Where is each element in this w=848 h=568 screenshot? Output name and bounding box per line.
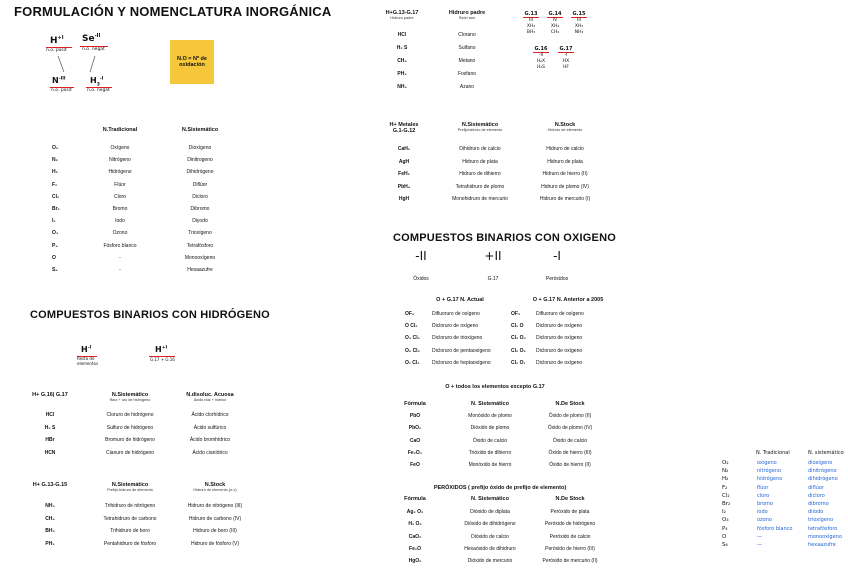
- systematic-name: Dicloruro de heptaoxígeno: [432, 359, 491, 366]
- formula-cell: Cl₂ O: [511, 323, 524, 330]
- mark-label: Peróxidos: [545, 276, 569, 282]
- column-header: N.Sistemático Raíz + uro de hidrógeno: [90, 392, 170, 402]
- hand-traditional: —: [757, 542, 762, 548]
- h2-symbol: H: [90, 76, 97, 85]
- group-valence: IV: [552, 18, 558, 23]
- formula-cell: O Cl₂: [405, 323, 418, 330]
- formula-cell: H₂: [52, 169, 58, 176]
- hand-systematic: diflúor: [808, 484, 824, 491]
- oxides-title: O + todos los elementos excepto G.17: [445, 384, 545, 390]
- traditional-name: Flúor: [114, 181, 126, 188]
- column-header: Hidruro padre Raíz+ano: [445, 10, 489, 20]
- hand-traditional: cloro: [757, 492, 770, 499]
- traditional-name: Ozono: [112, 230, 128, 237]
- formula-cell: PbO₂: [408, 425, 422, 432]
- formula-cell: HCl: [397, 32, 407, 38]
- hand-systematic: dihidrógeno: [808, 476, 838, 483]
- formula-cell: Cl₂ O₃: [511, 335, 526, 342]
- systematic-name: Diflúor: [192, 181, 208, 188]
- systematic-name: Dinitrogeno: [187, 157, 213, 164]
- hyd-h1: H: [81, 345, 88, 354]
- systematic-name: Hidruro de plata: [462, 158, 498, 165]
- padre-name: Metano: [458, 58, 476, 64]
- hyd-h1-sup: -I: [87, 345, 92, 351]
- old-name: Dicloruro de oxígeno: [536, 359, 583, 366]
- hyd-h2-label: G.17 + G.16: [150, 357, 175, 362]
- group-example: H₂S: [536, 65, 546, 70]
- column-header: N.Stock Hidruro de elemento (n.o): [170, 482, 260, 492]
- hand-systematic: dicloro: [808, 492, 825, 499]
- traditional-name: Hidrógeno: [108, 169, 132, 176]
- hand-systematic: dibromo: [808, 501, 829, 507]
- hand-header: N. sistemático: [808, 450, 844, 456]
- hand-systematic: monooxígeno: [808, 533, 842, 540]
- column-subheader: Hidruro de elemento (n.o): [193, 488, 237, 492]
- traditional-name: -: [119, 267, 121, 273]
- systematic-name: Trihidruro de nitrógeno: [104, 503, 156, 509]
- stock-name: Peróxido de hidrógeno: [544, 521, 596, 528]
- group-formula: XH₃: [526, 24, 536, 29]
- formula-cell: OF₂: [511, 311, 521, 317]
- formula-cell: CaO₂: [408, 533, 422, 540]
- group-formula: XH₄: [550, 24, 560, 29]
- stock-name: Peróxido de mercurio (II): [542, 558, 598, 565]
- group-valence: -II: [538, 53, 544, 58]
- padre-name: Fosfano: [457, 71, 477, 77]
- traditional-name: Nitrógeno: [109, 157, 131, 164]
- formula-cell: CH₄: [397, 58, 407, 64]
- stock-name: Óxido de hierro (II): [549, 462, 591, 469]
- formula-cell: HgO₂: [408, 558, 422, 565]
- hydrogen-diagram: [75, 345, 195, 375]
- n-label: n.o. posit: [51, 88, 72, 93]
- hand-systematic: hexaazufre: [808, 542, 836, 548]
- hand-formula: F₂: [722, 484, 728, 491]
- column-header: H+G.13-G.17 Hidruro padre: [380, 10, 424, 20]
- group-valence: III: [529, 18, 533, 23]
- formula-cell: PH₃: [397, 71, 407, 77]
- group-valence: III: [577, 18, 581, 23]
- hand-formula: H₂: [722, 476, 729, 483]
- systematic-name: Hexaóxido de dihidruro: [464, 545, 516, 552]
- column-subheader: Ácido raíz + hídrico: [193, 398, 227, 402]
- systematic-name: Monohidruro de mercurio: [452, 196, 508, 202]
- hand-systematic: tetrafósforo: [808, 525, 838, 532]
- padre-name: Clorano: [458, 32, 476, 38]
- column-subheader: Hidruro padre: [390, 16, 414, 20]
- column-header: H+ G.16| G.17: [32, 392, 68, 398]
- hydrogen-title: COMPUESTOS BINARIOS CON HIDRÓGENO: [30, 309, 270, 321]
- stock-name: Hidruro de mercurio (I): [539, 196, 591, 202]
- formula-cell: O₂: [52, 145, 59, 151]
- hyd-h1-label: Resto de elementos: [77, 356, 99, 366]
- hand-traditional: oxígeno: [757, 460, 777, 466]
- stock-name: Óxido de calcio: [552, 437, 588, 444]
- formula-cell: HBr: [45, 437, 55, 443]
- h-symbol: H: [50, 36, 58, 46]
- acid-name: Ácido sulfúrico: [193, 424, 227, 431]
- systematic-name: Dibromo: [190, 206, 210, 212]
- formula-cell: H₂ S: [44, 424, 56, 431]
- formula-cell: CaH₂: [397, 146, 411, 152]
- h-sup: +I: [57, 35, 64, 41]
- formula-cell: Fe₂O₃: [407, 449, 423, 456]
- column-subheader: Raíz + uro de hidrógeno: [109, 398, 151, 402]
- column-header: N.Stock Hidruro de elemento: [530, 122, 600, 132]
- hyd-h2-sup: +I: [161, 345, 168, 351]
- hand-formula: O₂: [722, 460, 729, 466]
- formula-cell: O₃: [52, 230, 59, 237]
- formula-cell: PH₃: [45, 540, 55, 547]
- hand-traditional: hidrógeno: [757, 476, 783, 483]
- se-sup: -II: [94, 33, 101, 39]
- column-header: N. Sistemático: [471, 401, 509, 407]
- formula-cell: PbH₄: [397, 183, 411, 190]
- systematic-name: Pentahidruro de fósforo: [103, 540, 157, 547]
- systematic-name: Cloruro de hidrógeno: [106, 412, 154, 418]
- stock-name: Hidruro de fósforo (V): [190, 540, 240, 547]
- group-label: G.14: [548, 11, 562, 17]
- padre-name: Azano: [459, 84, 475, 90]
- column-subheader: Hidruro de elemento: [547, 128, 583, 132]
- oxidation-diagram: $H^{+I}$ n.o. posit $Se^{-II}$ n.o. negat $N^{-III}$ n.o. posit $H_3^{-I}$ n.o. negat: [40, 30, 130, 100]
- formula-cell: P₄: [52, 242, 58, 249]
- acid-name: Ácido clorhídrico: [191, 412, 229, 418]
- group-valence: -I: [564, 53, 568, 58]
- column-header: Fórmula: [404, 401, 426, 407]
- formula-cell: Br₂: [52, 206, 60, 212]
- systematic-name: Dióxido de calcio: [471, 533, 509, 540]
- formula-cell: N₂: [52, 157, 58, 164]
- systematic-name: Dicloruro de trioxígeno: [432, 335, 483, 342]
- traditional-name: Iodo: [115, 218, 125, 225]
- acid-name: Ácido cianídrico: [192, 449, 228, 456]
- formula-cell: CaO: [409, 437, 421, 444]
- group-label: G.17: [559, 46, 573, 52]
- column-header: N. Sistemático: [471, 496, 509, 502]
- stock-name: Óxido de hierro (III): [548, 449, 592, 456]
- stock-name: Óxido de plomo (II): [548, 413, 592, 419]
- column-subheader: Prefijo-hidruro de elemento: [107, 488, 153, 492]
- traditional-name: -: [119, 254, 121, 261]
- mark-label: G.17: [487, 276, 499, 282]
- column-header: N.De Stock: [555, 401, 585, 407]
- formula-cell: HgH: [398, 196, 410, 202]
- hand-formula: Cl₂: [722, 492, 730, 499]
- systematic-name: Trióxido de dihierro: [468, 449, 512, 456]
- group-example: HF: [563, 65, 569, 70]
- systematic-name: Dióxido de mercurio: [467, 558, 513, 565]
- column-header: H+ G.13-G.15: [32, 482, 68, 488]
- hand-formula: Br₂: [722, 501, 731, 507]
- formula-cell: O₃ Cl₂: [405, 335, 420, 342]
- stock-name: Peróxido de plata: [550, 509, 590, 515]
- stock-name: Hidruro de hierro (II): [542, 171, 588, 177]
- formula-cell: NH₃: [397, 84, 407, 90]
- group-example: NH₃: [574, 30, 584, 35]
- formula-cell: AgH: [398, 158, 410, 165]
- systematic-name: Dihidruro de calcio: [459, 146, 501, 152]
- se-label: n.o. negat: [82, 47, 105, 52]
- formula-cell: H₂ S: [396, 45, 408, 51]
- formula-cell: O: [52, 254, 56, 261]
- hand-traditional: iodo: [757, 509, 768, 516]
- stock-name: Hidruro de carbono (IV): [188, 515, 242, 522]
- column-header: H+ Metales G.1-G.12: [389, 122, 419, 134]
- formula-cell: Cl₂: [52, 193, 60, 200]
- group-example: BH₃: [526, 30, 536, 35]
- hand-formula: O₃: [722, 517, 729, 524]
- mark-label: Óxidos: [413, 276, 429, 282]
- systematic-name: Dicloruro de pentaoxígeno: [432, 347, 491, 354]
- systematic-name: Dicloruro de oxígeno: [432, 323, 479, 330]
- stock-name: Óxido de plomo (IV): [547, 425, 593, 432]
- formula-cell: O₅ Cl₂: [405, 347, 420, 354]
- systematic-name: Diyodo: [192, 218, 208, 225]
- traditional-name: Bromo: [112, 206, 128, 212]
- oxidation-mark: -I: [553, 249, 561, 263]
- oxidation-mark: +II: [484, 249, 502, 263]
- formula-cell: Cl₂ O₅: [511, 347, 526, 354]
- n-symbol: N: [52, 76, 59, 85]
- systematic-name: Monóxido de hierro: [468, 462, 512, 469]
- old-name: Dicloruro de oxígeno: [536, 335, 583, 342]
- acid-name: Ácido bromhídrico: [189, 437, 231, 443]
- formula-cell: I₂: [52, 218, 56, 225]
- systematic-name: Difluoruro de oxígeno: [432, 311, 480, 317]
- formula-cell: H₂ O₂: [408, 521, 422, 528]
- systematic-name: Cianuro de hidrógeno: [105, 449, 155, 456]
- hand-formula: P₄: [722, 525, 728, 532]
- column-subheader: Prefijohidruro de elemento: [457, 128, 503, 132]
- formula-cell: Cl₂ O₇: [511, 359, 526, 366]
- formula-cell: NH₃: [45, 503, 55, 509]
- group-label: G.16: [534, 46, 548, 52]
- hand-formula: S₆: [722, 542, 728, 548]
- hand-systematic: dioxígeno: [808, 460, 833, 466]
- systematic-name: Tetrahidruro de plomo: [455, 183, 505, 190]
- formula-cell: Fe₂O: [409, 545, 421, 552]
- group-formula: XH₃: [574, 24, 584, 29]
- systematic-name: Monóxido de plomo: [468, 413, 512, 419]
- stock-name: Peróxido de calcio: [549, 533, 591, 540]
- column-header: N.Sistemático Prefijohidruro de elemento: [440, 122, 520, 132]
- group-label: G.13: [524, 11, 538, 17]
- column-header: N.Sistemático Prefijo-hidruro de elemento: [90, 482, 170, 492]
- hand-systematic: trioxígeno: [808, 517, 834, 524]
- formula-cell: PbO: [409, 413, 421, 419]
- hand-traditional: bromo: [757, 501, 774, 507]
- formula-cell: CH₄: [45, 515, 55, 522]
- formula-cell: FeH₂: [398, 171, 410, 177]
- h2-sup: -I: [99, 76, 104, 82]
- systematic-name: Trihidruro de boro: [110, 528, 150, 534]
- hand-systematic: diiodo: [808, 509, 824, 516]
- systematic-name: Dióxido de diplata: [470, 509, 510, 515]
- group-label: G.15: [572, 11, 586, 17]
- stock-name: Hidruro de plata: [547, 158, 583, 165]
- oxidation-note: N.O = Nº de oxidación: [170, 40, 214, 84]
- traditional-name: Cloro: [114, 193, 126, 200]
- column-header: N.disoluc. Acuosa Ácido raíz + hídrico: [170, 392, 250, 402]
- systematic-name: Dióxido de plomo: [470, 425, 510, 432]
- systematic-name: Óxido de calcio: [472, 437, 508, 444]
- stock-name: Hidruro de nitrógeno (III): [187, 503, 243, 509]
- stock-name: Hidruro de calcio: [546, 146, 584, 152]
- old-name: Dicloruro de oxígeno: [536, 323, 583, 330]
- systematic-name: Sulfuro de hidrógeno: [106, 424, 154, 431]
- systematic-name: Tetrafósforo: [186, 242, 214, 249]
- formula-cell: HCN: [44, 449, 56, 456]
- padre-name: Sulfano: [458, 45, 476, 51]
- h-label: n.o. posit: [46, 48, 67, 53]
- group-example: CH₄: [550, 30, 560, 35]
- hyd-h2: H: [155, 345, 162, 354]
- systematic-name: Dióxido de dihidrógeno: [464, 521, 516, 528]
- hand-systematic: dinitrógeno: [808, 468, 837, 475]
- hand-traditional: nitrógeno: [757, 468, 782, 475]
- old-name: Dicloruro de oxígeno: [536, 347, 583, 354]
- systematic-name: Dioxígeno: [188, 145, 212, 151]
- column-header: N.Tradicional: [102, 127, 138, 133]
- formula-cell: F₂: [52, 181, 58, 188]
- formula-cell: OF₂: [405, 311, 415, 317]
- peroxides-title: PERÓXIDOS ( prefijo óxido de prefijo de elemento): [433, 485, 567, 491]
- systematic-name: Tetrahidruro de carbono: [103, 515, 157, 522]
- formula-cell: FeO: [410, 462, 420, 469]
- systematic-name: Bromuro de hidrógeno: [105, 437, 155, 443]
- hand-header: N. Tradicional: [756, 450, 790, 456]
- se-symbol: Se: [82, 34, 95, 44]
- hand-traditional: ozono: [757, 517, 772, 524]
- stock-name: Hidruro de plomo (IV): [541, 183, 589, 190]
- hand-formula: N₂: [722, 468, 729, 475]
- column-header: O + G.17 N. Actual: [436, 297, 484, 303]
- formula-cell: O₇ Cl₂: [405, 359, 420, 366]
- systematic-name: Hidruro de dihierro: [459, 171, 501, 177]
- column-subheader: Raíz+ano: [458, 16, 476, 20]
- hand-formula: O: [722, 533, 727, 540]
- hand-formula: I₂: [722, 509, 726, 516]
- column-header: Fórmula: [404, 496, 426, 502]
- systematic-name: Hexaazufre: [187, 267, 213, 273]
- formula-cell: Ag₂ O₂: [406, 509, 424, 515]
- traditional-name: Fósforo blanco: [103, 242, 137, 249]
- stock-name: Hidruro de boro (III): [193, 528, 237, 534]
- old-name: Difluoruro de oxígeno: [536, 311, 584, 317]
- hand-traditional: —: [757, 533, 762, 540]
- h2-label: n.o. negat: [87, 88, 110, 93]
- traditional-name: Oxígeno: [110, 145, 130, 151]
- column-header: N.De Stock: [555, 496, 585, 502]
- group-formula: H₂X: [536, 59, 546, 64]
- systematic-name: Monooxígeno: [184, 254, 216, 261]
- stock-name: Peróxido de hierro (III): [545, 545, 595, 552]
- page-title: FORMULACIÓN Y NOMENCLATURA INORGÁNICA: [14, 4, 332, 19]
- oxygen-title: COMPUESTOS BINARIOS CON OXIGENO: [393, 232, 616, 244]
- formula-cell: S₆: [52, 267, 58, 273]
- group-formula: HX: [562, 59, 570, 64]
- column-header: O + G.17 N. Anterior a 2005: [532, 297, 604, 303]
- hand-traditional: fósforo blanco: [757, 525, 793, 532]
- column-header: N.Sistemático: [181, 127, 219, 133]
- n-sup: -III: [58, 76, 66, 82]
- formula-cell: BH₃: [45, 528, 55, 534]
- formula-cell: HCl: [45, 412, 55, 418]
- oxidation-mark: -II: [415, 249, 427, 263]
- hand-traditional: flúor: [757, 484, 769, 491]
- systematic-name: Trioxígeno: [188, 230, 212, 237]
- systematic-name: Dihidrógeno: [186, 169, 214, 176]
- systematic-name: Dicloro: [192, 193, 208, 200]
